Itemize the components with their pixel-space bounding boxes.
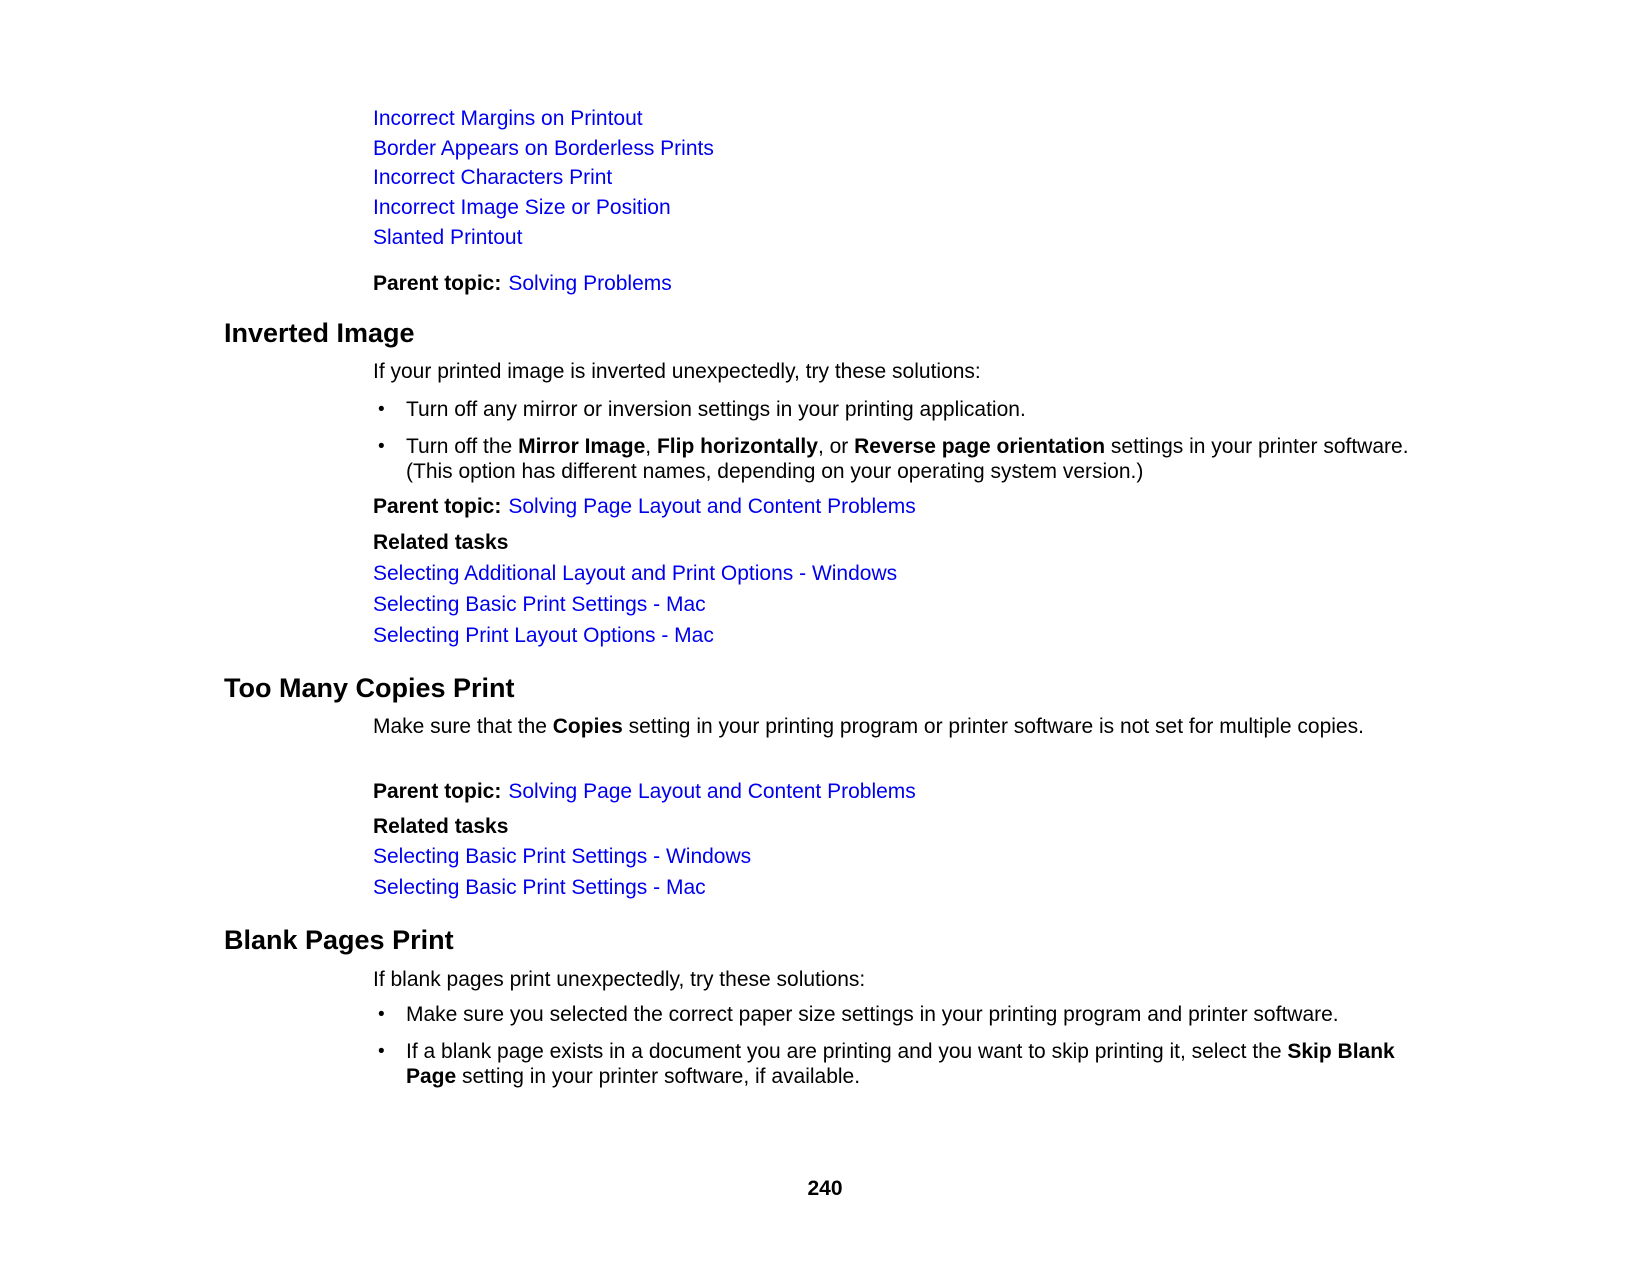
topic-link-incorrect-characters[interactable]: Incorrect Characters Print: [373, 166, 613, 190]
task-link-basic-print-settings-mac[interactable]: Selecting Basic Print Settings - Mac: [373, 593, 706, 616]
parent-topic-label: Parent topic:: [373, 780, 502, 803]
bullet-marker: •: [378, 399, 385, 420]
bullet-item: [378, 1002, 1466, 1027]
list-item: [373, 872, 751, 903]
list-item: [373, 104, 714, 134]
task-link-additional-layout-windows[interactable]: Selecting Additional Layout and Print Options - Windows: [373, 562, 898, 585]
bullet-item: [378, 397, 1466, 422]
list-item: [373, 620, 897, 651]
task-link-basic-print-settings-mac[interactable]: Selecting Basic Print Settings - Mac: [373, 876, 706, 899]
related-tasks-link-list: [373, 558, 897, 651]
topic-link-incorrect-image-size[interactable]: Incorrect Image Size or Position: [373, 196, 671, 220]
bullet-text: Make sure you selected the correct paper size settings in your printing program and printer software.: [406, 1003, 1339, 1026]
section-paragraph: Make sure that the Copies setting in your printing program or printer software is not set for multiple copies.: [373, 715, 1364, 738]
bullet-marker: •: [378, 1041, 385, 1062]
bullet-text: If a blank page exists in a document you are printing and you want to skip printing it, select the Skip Blank Page setting in your printer software, if available.: [406, 1040, 1395, 1088]
bullet-marker: •: [378, 436, 385, 457]
bullet-item: [378, 434, 1424, 484]
parent-topic-link-solving-page-layout[interactable]: Solving Page Layout and Content Problems: [508, 495, 916, 518]
parent-topic-line: [373, 494, 916, 519]
bullet-text: Turn off any mirror or inversion settings in your printing application.: [406, 398, 1026, 421]
task-link-basic-print-settings-windows[interactable]: Selecting Basic Print Settings - Windows: [373, 845, 752, 868]
section-intro: If your printed image is inverted unexpectedly, try these solutions:: [373, 360, 981, 383]
bullet-marker: •: [378, 1004, 385, 1025]
list-item: [373, 193, 714, 223]
parent-topic-link-solving-problems[interactable]: Solving Problems: [508, 272, 672, 295]
section-intro: If blank pages print unexpectedly, try these solutions:: [373, 968, 866, 991]
list-item: [373, 223, 714, 253]
section-title-inverted-image: Inverted Image: [224, 318, 415, 348]
task-link-print-layout-options-mac[interactable]: Selecting Print Layout Options - Mac: [373, 624, 714, 647]
topic-link-border-appears[interactable]: Border Appears on Borderless Prints: [373, 136, 714, 160]
list-item: [373, 589, 897, 620]
page-number: 240: [807, 1177, 843, 1200]
list-item: [373, 841, 751, 872]
related-tasks-heading: Related tasks: [373, 531, 509, 554]
bullet-item: [378, 1039, 1406, 1089]
section-title-blank-pages: Blank Pages Print: [224, 925, 454, 955]
related-tasks-heading: Related tasks: [373, 815, 509, 838]
list-item: [373, 163, 714, 193]
topic-link-slanted-printout[interactable]: Slanted Printout: [373, 225, 523, 249]
list-item: [373, 558, 897, 589]
related-tasks-link-list: [373, 841, 751, 903]
topic-link-incorrect-margins[interactable]: Incorrect Margins on Printout: [373, 107, 643, 130]
parent-topic-line: [373, 271, 672, 296]
parent-topic-label: Parent topic:: [373, 272, 502, 295]
bullet-text: Turn off the Mirror Image, Flip horizontally, or Reverse page orientation settings in your printer software. (This option has different names, depending on your operating system version.): [406, 435, 1409, 483]
cross-reference-link-list: [373, 104, 714, 253]
section-title-too-many-copies: Too Many Copies Print: [224, 673, 515, 703]
list-item: [373, 134, 714, 164]
parent-topic-link-solving-page-layout[interactable]: Solving Page Layout and Content Problems: [508, 780, 916, 803]
parent-topic-label: Parent topic:: [373, 495, 502, 518]
parent-topic-line: [373, 779, 916, 804]
